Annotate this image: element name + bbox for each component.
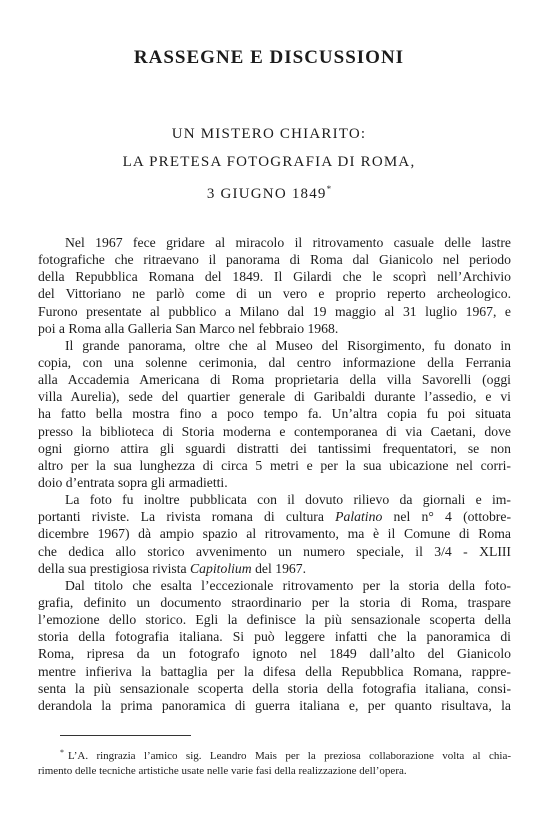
text-line: Nel 1967 fece gridare al miracolo il ritrovamento casuale delle lastre: [65, 235, 511, 250]
text-line: senta la più sensazionale scoperta della storia della fotografia italiana, consi-: [38, 680, 511, 696]
footnote-line: [60, 744, 511, 762]
text-line: [38, 560, 511, 577]
footnote-marker: *: [326, 184, 332, 194]
footnote: [38, 744, 511, 780]
text-line: altro per la sua lunghezza di circa 5 metri e per la sua ubicazione nel corri-: [38, 457, 511, 473]
footnote-rule: [60, 735, 191, 736]
italic-title: Palatino: [335, 509, 383, 525]
footnote-line: rimento delle tecniche artistiche usate nelle varie fasi della realizzazione dell’opera.: [38, 765, 407, 777]
footnote-marker: *: [60, 748, 64, 757]
text-segment: portanti riviste. La rivista romana di cultura: [38, 509, 336, 525]
title-line: LA PRETESA FOTOGRAFIA DI ROMA,: [122, 153, 416, 170]
text-line: doio d’entrata sopra gli armadietti.: [38, 474, 228, 490]
text-segment: nel n° 4 (ottobre-: [382, 509, 511, 525]
paragraph: [38, 337, 511, 491]
text-line: derandola la prima panoramica di guerra italiana e, per quanto risultava, la: [38, 697, 511, 713]
title-line-date: [0, 176, 538, 209]
text-line: Il grande panorama, oltre che al Museo del Risorgimento, fu donato in: [65, 337, 511, 353]
article-title: [0, 121, 550, 209]
text-line: della Repubblica Romana del 1849. Il Gilardi che le scoprì nell’Archivio: [38, 269, 511, 285]
body-text: [38, 234, 511, 714]
text-line: storia della fotografia italiana. Si può leggere infatti che la panoramica di: [38, 629, 511, 645]
title-date: 3 GIUGNO 1849: [206, 186, 327, 202]
paragraph: [38, 491, 511, 577]
paragraph: [38, 577, 511, 714]
text-line: fotografiche che ritraevano il panorama di Roma dal Gianicolo nel periodo: [38, 252, 511, 268]
footnote-text: L’A. ringrazia l’amico sig. Leandro Mais per la preziosa collaborazione volta al chia-: [68, 750, 511, 762]
text-segment: del 1967.: [251, 560, 307, 576]
text-line: [38, 508, 511, 525]
text-line: La foto fu inoltre pubblicata con il dovuto rilievo da giornali e im-: [65, 492, 511, 508]
text-line: ogni giorno attira gli sguardi distratti dei tantissimi frequentatori, se non: [38, 440, 511, 456]
text-line: del Vittoriano ne parlò come di un vero e proprio reperto archeologico.: [38, 286, 511, 302]
text-line: alla Accademia Americana di Roma proprietaria della villa Savorelli (oggi: [38, 372, 511, 388]
title-line: UN MISTERO CHIARITO:: [171, 126, 367, 142]
text-line: ha fatto bella mostra fino a poco tempo fa. Un’altra copia fu poi situata: [38, 406, 511, 422]
text-line: presso la biblioteca di Storia moderna e contemporanea di via Caetani, dove: [38, 423, 511, 439]
text-line: copia, con una solenne cerimonia, dal centro informazione della Ferrania: [38, 354, 511, 370]
text-line: dicembre 1967) dà ampio spazio al ritrovamento, ma è il Comune di Roma: [38, 526, 511, 542]
text-line: Dal titolo che esalta l’eccezionale ritrovamento per la storia della foto-: [65, 577, 511, 593]
section-header: RASSEGNE E DISCUSSIONI: [133, 47, 405, 68]
text-line: mentre infieriva la battaglia per la difesa della Repubblica Romana, rappre-: [38, 663, 511, 679]
text-line: poi a Roma alla Galleria San Marco nel febbraio 1968.: [38, 320, 339, 336]
paragraph: [38, 234, 511, 337]
text-line: Furono presentate al pubblico a Milano dal 19 maggio al 31 luglio 1967, e: [38, 303, 511, 319]
text-line: villa Aurelia), sede del quartier generale di Garibaldi durante l’assedio, e vi: [38, 389, 511, 405]
text-line: grafia, definito un documento straordinario per la storia di Roma, traspare: [38, 594, 511, 610]
italic-title: Capitolium: [190, 560, 252, 576]
text-line: Roma, ripresa da un fotografo ignoto nel 1849 dall’alto del Gianicolo: [38, 646, 511, 662]
text-line: l’emozione dello storico. Egli la definisce la più sensazionale scoperta della: [38, 612, 511, 628]
text-segment: della sua prestigiosa rivista: [38, 560, 191, 576]
text-line: che dedica allo storico avvenimento un numero speciale, il 3/4 - XLIII: [38, 543, 511, 559]
